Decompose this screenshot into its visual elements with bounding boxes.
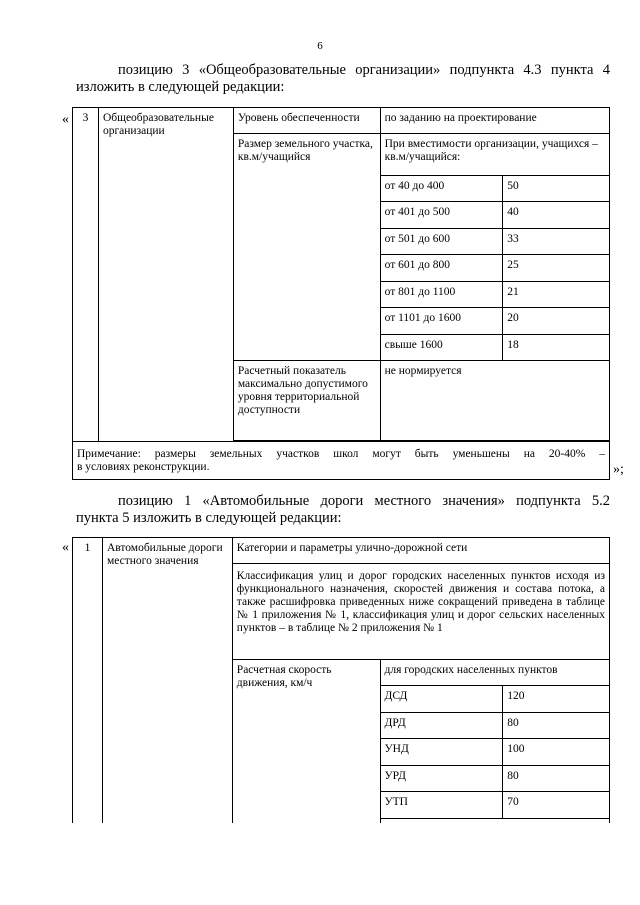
t1-range-cell: свыше 1600	[380, 335, 503, 361]
t2-speed-cell: 100	[503, 739, 610, 766]
intro-paragraph-1	[76, 62, 610, 96]
t1-access-value: не нормируется	[380, 361, 609, 441]
t2-type-cell: ДРД	[380, 713, 503, 739]
t2-classification: Классификация улиц и дорог городских населенных пунктов исходя из функционального назначения, скоростей движения и состава потока, а также расшифровка приведенных ниже сокращений приведена в таблице № 1 приложения № 1, классификация улиц и дорог сельских населенных пунктов – в таблице № 2 приложения № 1	[232, 564, 609, 660]
t2-speed-cell: 70	[503, 792, 610, 819]
t2-speed-cell: 80	[503, 766, 610, 792]
t2-speed-label: Расчетная скорость движения, км/ч	[232, 660, 380, 823]
t2-type-cell: УРД	[380, 766, 503, 792]
t2-name-cell: Автомобильные дороги местного значения	[102, 538, 232, 823]
t1-range-cell: от 501 до 600	[380, 229, 503, 255]
intro-2-line-1: позицию 1 «Автомобильные дороги местного значения» подпункта 5.2	[118, 493, 610, 509]
t1-level-value: по заданию на проектирование	[380, 108, 609, 134]
open-quote-1: «	[62, 112, 69, 127]
t1-size-label: Размер земельного участка, кв.м/учащийся	[233, 134, 380, 361]
t1-range-cell: от 40 до 400	[380, 176, 503, 202]
t2-categories: Категории и параметры улично-дорожной сети	[232, 538, 609, 564]
t1-name-cell: Общеобразовательные организации	[98, 108, 233, 442]
t1-note-line-2: в условиях реконструкции.	[77, 461, 210, 473]
close-quote-1: »;	[613, 462, 624, 477]
t2-type-cell: УТП	[380, 792, 503, 819]
t2-type-cell: ДСД	[380, 686, 503, 713]
t1-level-label: Уровень обеспеченности	[233, 108, 380, 134]
intro-2-line-2: пункта 5 изложить в следующей редакции:	[76, 510, 342, 526]
t1-value-cell: 21	[503, 282, 610, 308]
intro-1-line-2: изложить в следующей редакции:	[76, 79, 285, 95]
t1-note-line-1: Примечание: размеры земельных участков школ могут быть уменьшены на 20-40% –	[77, 448, 605, 460]
table-school-organizations	[72, 107, 610, 480]
t2-speed-header: для городских населенных пунктов	[380, 660, 610, 686]
t1-range-cell: от 401 до 500	[380, 202, 503, 229]
t1-note	[73, 442, 610, 480]
t1-num-cell: 3	[73, 108, 99, 442]
intro-1-line-1: позицию 3 «Общеобразовательные организации» подпункта 4.3 пункта 4	[118, 62, 610, 78]
intro-paragraph-2	[76, 493, 610, 527]
t1-range-cell: от 1101 до 1600	[380, 308, 503, 335]
t1-access-label: Расчетный показатель максимально допустимого уровня территориальной доступности	[233, 361, 380, 441]
t1-range-cell: от 801 до 1100	[380, 282, 503, 308]
open-quote-2: «	[62, 540, 69, 555]
t2-speed-cell: 80	[503, 713, 610, 739]
t1-value-cell: 25	[503, 255, 610, 282]
t1-range-cell: от 601 до 800	[380, 255, 503, 282]
t2-num-cell: 1	[73, 538, 103, 823]
t1-value-cell: 20	[503, 308, 610, 335]
t2-continuation	[380, 819, 610, 823]
page-number: 6	[317, 40, 323, 52]
t1-value-cell: 50	[503, 176, 610, 202]
t1-size-header: При вместимости организации, учащихся – кв.м/учащийся:	[380, 134, 609, 176]
t1-value-cell: 18	[503, 335, 610, 361]
t2-type-cell: УНД	[380, 739, 503, 766]
t2-speed-cell: 120	[503, 686, 610, 713]
t1-value-cell: 40	[503, 202, 610, 229]
t1-value-cell: 33	[503, 229, 610, 255]
table-local-roads	[72, 537, 610, 823]
